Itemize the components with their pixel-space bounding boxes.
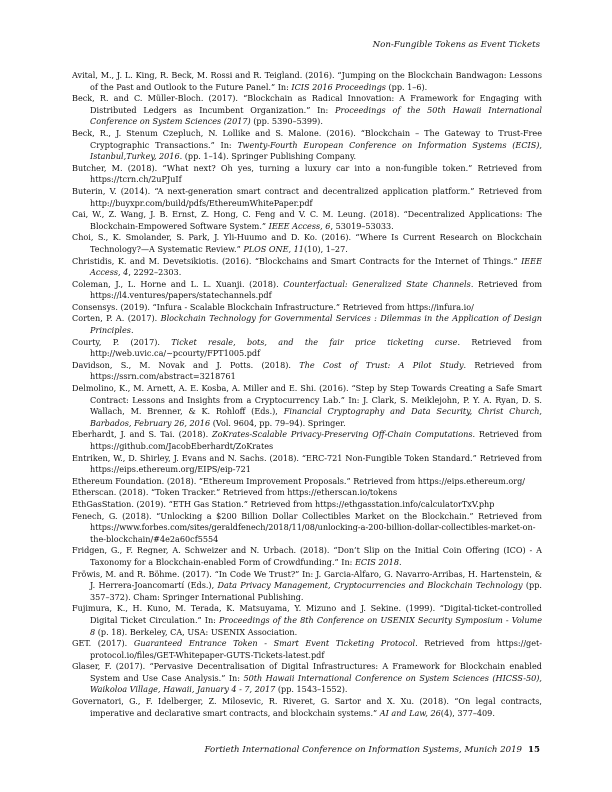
reference-text: Courty, P. (2017). [72,336,172,347]
reference-source-title: IEEE Access, 6 [268,220,331,231]
reference-text-tail: . [398,556,402,567]
reference-text: Butcher, M. (2018). “What next? Oh yes, turning a luxury car into a non-fungible token.” Retrieved from https://tcrn.ch/2uPJuIf [72,162,542,185]
reference-text: Entriken, W., D. Shirley, J. Evans and N. Sachs. (2018). “ERC-721 Non-Fungible Token Standard.” Retrieved from https://eips.ethereum.org/EIPS/eip-721 [72,452,542,475]
reference-text: Buterin, V. (2014). “A next-generation smart contract and decentralized application platform.” Retrieved from http://buyxpr.com/build/pdfs/EthereumWhitePaper.pdf [72,185,542,208]
reference-text: Glaser, F. (2017). “Pervasive Decentralisation of Digital Infrastructures: A Framework for Blockchain enabled System and Use Case Analysis.” In: [72,661,542,683]
reference-entry [72,256,542,279]
reference-text-tail: (10), 1–27. [303,243,348,254]
reference-source-title: ZoKrates-Scalable Privacy-Preserving Off-Chain Computations [211,429,473,440]
reference-source-title: Twenty-Fourth European Conference on Information Systems (ECIS), Istanbul,Turkey, 2016 [90,139,543,162]
reference-text-tail: , 2292–2303. [128,267,182,278]
footer-venue: Fortieth International Conference on Information Systems, Munich 2019 [204,745,523,755]
reference-text: Ethereum Foundation. (2018). “Ethereum Improvement Proposals.” Retrieved from https://eips.ethereum.org/ [72,475,526,486]
reference-text-tail: . Retrieved from https://l4.ventures/papers/statechannels.pdf [90,278,543,301]
reference-entry [72,383,542,429]
reference-source-title: PLOS ONE, 11 [243,243,304,254]
reference-text: Fenech, G. (2018). “Unlocking a $200 Billion Dollar Collectibles Market on the Blockchain.” Retrieved from https://www.forbes.com/sites/geraldfenech/2018/11/08/unlocking-a-200-billion-dollar-collectibles-market-on-the-blockchain/#4e2a60cf5554 [72,510,542,544]
reference-text: Corten, P. A. (2017). [72,313,161,324]
reference-text: Governatori, G., F. Idelberger, Z. Milosevic, R. Riveret, G. Sartor and X. Xu. (2018). “On legal contracts, imperative and declarative smart contracts, and blockchain systems.” [72,696,542,718]
reference-text: Beck, R., J. Stenum Czepluch, N. Lollike and S. Malone. (2016). “Blockchain – The Gateway to Trust-Free Cryptographic Transactions.” In: [72,127,542,150]
reference-entry [72,360,542,383]
reference-text: Christidis, K. and M. Devetsikiotis. (2016). “Blockchains and Smart Contracts for the Internet of Things.” [72,255,522,266]
reference-text: EthGasStation. (2019). “ETH Gas Station.” Retrieved from https://ethgasstation.info/calculatorTxV.php [72,498,495,509]
reference-entry [72,569,542,604]
reference-text: Davidson, S., M. Novak and J. Potts. (2018). [72,359,300,370]
reference-entry [72,511,542,546]
reference-text-tail: (pp. 1543–1552). [275,684,348,695]
reference-entry [72,603,542,638]
reference-entry [72,186,542,209]
reference-text-tail: (4), 377–409. [440,707,495,718]
reference-entry [72,313,542,336]
reference-source-title: ECIS 2018 [354,556,399,567]
page-footer [205,745,540,755]
reference-entry [72,279,542,302]
reference-source-title: Guaranteed Entrance Token - Smart Event Ticketing Protocol [133,638,416,649]
reference-text: Coleman, J., L. Horne and L. L. Xuanji. (2018). [72,278,284,289]
reference-text-tail: , 53019–53033. [330,220,394,231]
reference-text: Fujimura, K., H. Kuno, M. Terada, K. Matsuyama, Y. Mizuno and J. Sekine. (1999). “Digital-ticket-controlled Digital Ticket Circulation.” In: [72,603,542,625]
reference-entry [72,337,542,360]
reference-text-tail: (Vol. 9604, pp. 79–94). Springer. [210,417,346,428]
reference-text-tail: . Retrieved from https://ssrn.com/abstract=3218761 [90,359,542,382]
reference-source-title: 50th Hawaii International Conference on System Sciences (HICSS-50), Waikoloa Village, Hawaii, January 4 - 7, 2017 [90,672,542,695]
reference-entry [72,209,542,232]
reference-entry [72,302,542,314]
reference-source-title: Proceedings of the 8th Conference on USENIX Security Symposium - Volume 8 [90,614,543,637]
reference-source-title: AI and Law, 26 [379,707,441,718]
reference-text-tail: . Retrieved from https://get-protocol.io/files/GET-Whitepaper-GUTS-Tickets-latest.pdf [90,638,542,660]
reference-text-tail: (p. 18). Berkeley, CA, USA: USENIX Association. [95,626,298,637]
reference-entry [72,661,542,696]
reference-entry [72,128,542,163]
reference-entry [72,453,542,476]
reference-text-tail: . [130,325,134,336]
running-header: Non-Fungible Tokens as Event Tickets [372,40,540,50]
reference-source-title: IEEE Access, 4 [90,255,542,278]
reference-entry [72,232,542,255]
page-number: 15 [528,745,540,755]
reference-source-title: Financial Cryptography and Data Security, Christ Church, Barbados, February 26, 2016 [90,406,542,428]
reference-list [72,70,542,719]
reference-text: Consensys. (2019). “Infura - Scalable Blockchain Infrastructure.” Retrieved from https://infura.io/ [72,301,474,312]
reference-source-title: Data Privacy Management, Cryptocurrencies and Blockchain Technology [217,580,523,591]
reference-entry [72,545,542,568]
reference-text-tail: (pp. 5390–5399). [250,116,323,127]
reference-entry [72,163,542,186]
reference-entry [72,70,542,93]
reference-entry [72,487,542,499]
reference-text: Eberhardt, J. and S. Tai. (2018). [72,429,212,440]
reference-entry [72,499,542,511]
reference-source-title: Ticket resale, bots, and the fair price ticketing curse [171,336,458,347]
reference-text: GET. (2017). [72,638,134,649]
reference-entry [72,93,542,128]
reference-entry [72,696,542,719]
reference-text: Delmolino, K., M. Arnett, A. E. Kosba, A. Miller and E. Shi. (2016). “Step by Step Towards Creating a Safe Smart Contract: Lessons and Insights from a Cryptocurrency Lab.” In: J. Clark, S. Meiklejohn, P. Y. A. Ryan, D. S. Wallach, M. Brenner, & K. Rohloff (Eds.), [72,383,542,417]
reference-text-tail: . (pp. 1–14). Springer Publishing Company. [179,151,357,162]
reference-entry [72,476,542,488]
reference-text: Choi, S., K. Smolander, S. Park, J. Yli-Huumo and D. Ko. (2016). “Where Is Current Research on Blockchain Technology?—A Systematic Review.” [72,232,542,254]
reference-text: Fröwis, M. and R. Böhme. (2017). “In Code We Trust?” In: J. Garcia-Alfaro, G. Navarro-Arribas, H. Hartenstein, & J. Herrera-Joancomartí (Eds.), [72,568,542,591]
reference-entry [72,638,542,661]
reference-source-title: Blockchain Technology for Governmental Services : Dilemmas in the Application of Design Principles [90,313,542,336]
reference-text: Fridgen, G., F. Regner, A. Schweizer and N. Urbach. (2018). “Don’t Slip on the Initial Coin Offering (ICO) - A Taxonomy for a Blockchain-enabled Form of Crowdfunding.” In: [72,545,542,567]
reference-text: Cai, W., Z. Wang, J. B. Ernst, Z. Hong, C. Feng and V. C. M. Leung. (2018). “Decentralized Applications: The Blockchain-Empowered Software System.” [72,209,542,231]
reference-text-tail: . Retrieved from http://web.uvic.ca/~pcourty/FPT1005.pdf [90,336,542,359]
reference-entry [72,429,542,452]
reference-text-tail: . Retrieved from https://github.com/JacobEberhardt/ZoKrates [90,429,543,451]
reference-source-title: The Cost of Trust: A Pilot Study [299,359,464,370]
reference-text: Beck, R. and C. Müller-Bloch. (2017). “Blockchain as Radical Innovation: A Framework for Engaging with Distributed Ledgers as Incumbent Organization.” In: [72,93,542,115]
reference-text-tail: (pp. 1–6). [385,81,428,92]
reference-source-title: Proceedings of the 50th Hawaii International Conference on System Sciences (2017) [90,104,542,127]
reference-text: Avital, M., J. L. King, R. Beck, M. Rossi and R. Teigland. (2016). “Jumping on the Blockchain Bandwagon: Lessons of the Past and Outlook to the Future Panel.” In: [72,70,542,92]
reference-text-tail: (pp. 357–372). Cham: Springer International Publishing. [90,580,542,602]
reference-source-title: ICIS 2016 Proceedings [291,81,386,92]
reference-text: Etherscan. (2018). “Token Tracker.” Retrieved from https://etherscan.io/tokens [72,487,398,498]
reference-source-title: Counterfactual: Generalized State Channels [283,278,471,289]
